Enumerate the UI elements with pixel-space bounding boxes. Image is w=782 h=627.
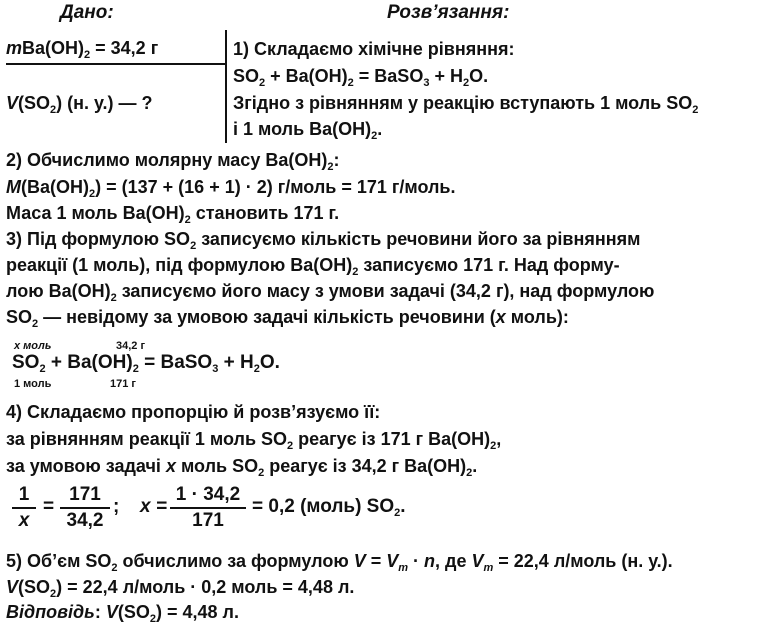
step5-line2: $V(SO_2) = 22,4$ л/моль · 0,2 моль = 4,48 л. <box>6 577 355 600</box>
step5-line1: 5) Об’єм $SO_2$ обчислимо за формулою $V = V_m \cdot n$, де $V_m = 22,4$ л/моль (н. у.). <box>6 551 673 574</box>
solution-header: Розв’язання: <box>387 2 510 23</box>
step4-title: 4) Складаємо пропорцію й розв’язуємо її: <box>6 402 381 422</box>
given-vertical-rule <box>225 30 227 143</box>
step3-line1: 3) Під формулою $SO_2$ записуємо кількість речовини його за рівнянням <box>6 229 641 252</box>
step3-line2: реакції (1 моль), під формулою $Ba(OH)_2$ записуємо 171 г. Над форму- <box>6 255 620 278</box>
step2-mass-line: Маса 1 моль $Ba(OH)_2$ становить 171 г. <box>6 203 340 226</box>
step1-text2: і 1 моль $Ba(OH)_2$. <box>233 119 383 142</box>
x-equals: x = <box>140 496 167 517</box>
given-volume-rest: (н. у.) — ? <box>62 93 153 113</box>
annotated-equation: $SO_2 + Ba(OH)_2$ = BaSO$_3$ + $H_2O$. <box>12 352 280 375</box>
given-mass: $mBa(OH)_2 = 34,2$ г <box>6 38 159 61</box>
step3-line3: лою $Ba(OH)_2$ записуємо його масу з умови задачі (34,2 г), над формулою <box>6 281 655 304</box>
step1-equation: $SO_2 + Ba(OH)_2$ = BaSO$_3$ + $H_2O$. <box>233 66 489 89</box>
fraction-171-over-34: 171 34,2 <box>60 484 110 532</box>
step3-line4: $SO_2$ — невідому за умовою задачі кількість речовини (x моль): <box>6 307 569 330</box>
equals-1: = <box>43 496 55 517</box>
annot-one-mol: 1 моль <box>14 378 52 390</box>
given-header: Дано: <box>60 2 114 23</box>
annot-mass: 34,2 г <box>116 340 146 352</box>
given-mass-lhs: Ba(OH) <box>22 38 85 58</box>
step4-line1: за рівнянням реакції 1 моль $SO_2$ реагує із 171 г $Ba(OH)_2$, <box>6 429 502 452</box>
fraction-x-value: 1 · 34,2 171 <box>170 484 246 532</box>
step1-title: 1) Складаємо хімічне рівняння: <box>233 39 515 59</box>
fraction-1-over-x: 1 x <box>12 484 36 532</box>
annot-171g: 171 г <box>110 378 136 390</box>
step2-title: 2) Обчислимо молярну масу $Ba(OH)_2$: <box>6 150 340 173</box>
annot-x-mol: x моль <box>14 340 52 352</box>
semicolon: ; <box>113 496 120 517</box>
given-volume: $V(SO_2)$ (н. у.) — ? <box>6 93 153 116</box>
fraction-result: = 0,2 (моль) $SO_2$. <box>252 496 406 519</box>
answer-label: Відповідь <box>6 602 95 622</box>
answer-line: Відповідь: $V(SO_2) = 4,48$ л. <box>6 602 239 625</box>
step2-calc: $M(Ba(OH)_2) = (137 + (16 + 1) \cdot 2)$ г/моль = 171 г/моль. <box>6 177 456 200</box>
given-mass-rhs: = 34,2 г <box>90 38 159 58</box>
step1-text1: Згідно з рівнянням у реакцію вступають 1 моль $SO_2$ <box>233 93 699 116</box>
given-divider <box>6 63 225 65</box>
step4-line2: за умовою задачі x моль $SO_2$ реагує із 34,2 г $Ba(OH)_2$. <box>6 456 478 479</box>
